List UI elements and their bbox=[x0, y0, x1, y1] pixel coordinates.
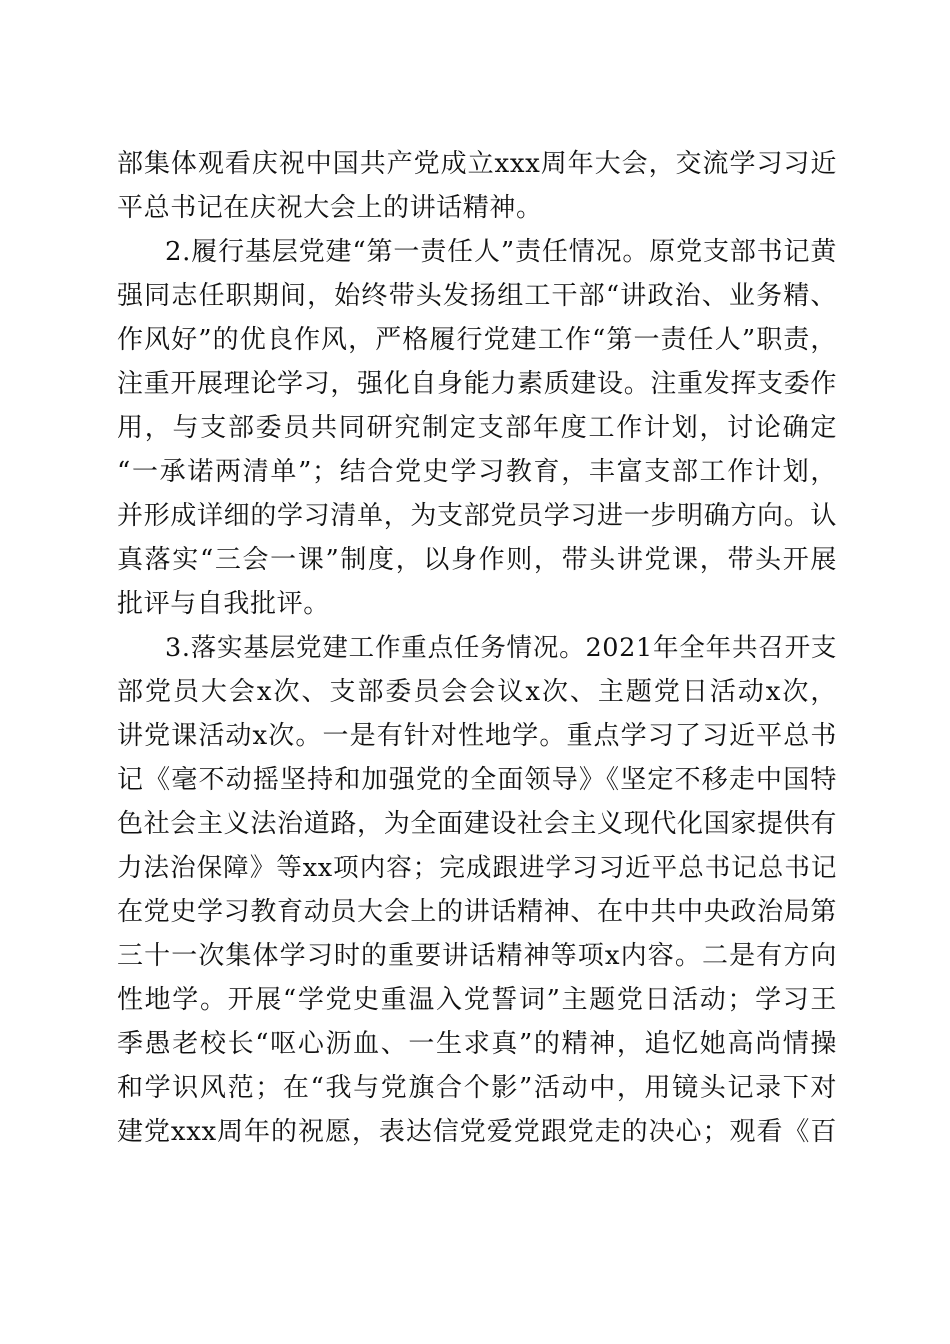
text-line: 季愚老校长“呕心沥血、一生求真”的精神，追忆她高尚情操 bbox=[117, 1029, 837, 1059]
text-line: 强同志任职期间，始终带头发扬组工干部“讲政治、业务精、 bbox=[117, 281, 837, 311]
text-line: 平总书记在庆祝大会上的讲话精神。 bbox=[117, 193, 543, 223]
text-line: 部党员大会x次、支部委员会会议x次、主题党日活动x次， bbox=[117, 677, 837, 707]
text-line: 力法治保障》等xx项内容；完成跟进学习习近平总书记总书记 bbox=[117, 853, 837, 883]
text-line: 2.履行基层党建“第一责任人”责任情况。原党支部书记黄 bbox=[165, 237, 837, 267]
text-line: 记《毫不动摇坚持和加强党的全面领导》《坚定不移走中国特 bbox=[117, 765, 837, 795]
text-line: 部集体观看庆祝中国共产党成立xxx周年大会，交流学习习近 bbox=[117, 149, 837, 179]
text-line: 建党xxx周年的祝愿，表达信党爱党跟党走的决心；观看《百 bbox=[117, 1117, 837, 1147]
text-line: 3.落实基层党建工作重点任务情况。2021年全年共召开支 bbox=[165, 633, 837, 663]
text-line: 真落实“三会一课”制度，以身作则，带头讲党课，带头开展 bbox=[117, 545, 837, 575]
text-line: 用，与支部委员共同研究制定支部年度工作计划，讨论确定 bbox=[117, 413, 837, 443]
text-line: 批评与自我批评。 bbox=[117, 589, 330, 619]
text-line: 讲党课活动x次。一是有针对性地学。重点学习了习近平总书 bbox=[117, 721, 837, 751]
text-line: 色社会主义法治道路，为全面建设社会主义现代化国家提供有 bbox=[117, 809, 837, 839]
text-line: 和学识风范；在“我与党旗合个影”活动中，用镜头记录下对 bbox=[117, 1073, 837, 1103]
text-line: “一承诺两清单”；结合党史学习教育，丰富支部工作计划， bbox=[117, 457, 837, 487]
text-line: 并形成详细的学习清单，为支部党员学习进一步明确方向。认 bbox=[117, 501, 837, 531]
text-line: 在党史学习教育动员大会上的讲话精神、在中共中央政治局第 bbox=[117, 897, 837, 927]
document-body bbox=[117, 142, 837, 1154]
text-line: 作风好”的优良作风，严格履行党建工作“第一责任人”职责， bbox=[117, 325, 837, 355]
text-line: 注重开展理论学习，强化自身能力素质建设。注重发挥支委作 bbox=[117, 369, 837, 399]
text-line: 三十一次集体学习时的重要讲话精神等项x内容。二是有方向 bbox=[117, 941, 837, 971]
text-line: 性地学。开展“学党史重温入党誓词”主题党日活动；学习王 bbox=[117, 985, 837, 1015]
